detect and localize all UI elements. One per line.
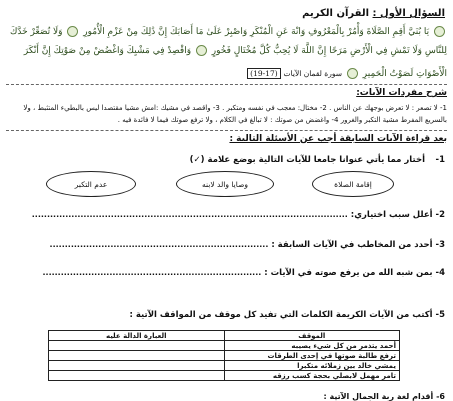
position-cell: ترفع طالبة صوتها في إحدى الطرقات (224, 351, 400, 361)
verse-text-1: يَا بُنَيَّ أَقِمِ الصَّلَاةَ وَأْمُرْ بِالْمَعْرُوفِ وَانْهَ عَنِ الْمُنْكَرِ وَاصْبِرْ عَلَىٰ مَا أَصَابَكَ إِنَّ ذَٰلِكَ مِنْ عَزْمِ الْأُمُورِ (83, 27, 430, 37)
subject-title: القرآن الكريم (302, 8, 370, 19)
vocab-line-2: بالسريع المفرط مشية التكبر والغرور 4- واغضض من صوتك : لا تبالغ في الكلام ، ولا ترفع صوتك فيما لا فائدة فيه . (117, 116, 447, 124)
ayah-ornament-icon (434, 26, 445, 37)
verse-text-2: لِلنَّاسِ وَلَا تَمْشِ فِي الْأَرْضِ مَرَحًا إِنَّ اللَّهَ لَا يُحِبُّ كُلَّ مُخْتَالٍ فَخُورٍ (211, 46, 447, 56)
col-header-phrase: العبارة الدالة عليه (49, 331, 225, 341)
option-label: عدم التكبر (74, 179, 108, 189)
option-bubble[interactable] (312, 171, 394, 197)
q6-number: 6- (436, 392, 445, 401)
option-bubble[interactable] (46, 171, 136, 197)
verse-text-2-end: وَاقْصِدْ فِي مَشْيِكَ وَاغْضُضْ مِنْ صَوْتِكَ إِنَّ أَنْكَرَ (23, 46, 192, 56)
answer-cell[interactable] (49, 361, 225, 371)
answer-cell[interactable] (49, 351, 225, 361)
q3-number: 3- (435, 240, 445, 250)
verse-reference: سورة لقمان الآيات (283, 69, 343, 78)
verse-line-1 (10, 26, 447, 37)
option-bubble[interactable] (176, 171, 274, 197)
table-row (49, 371, 400, 381)
position-cell: أحمد يتذمر من كل شيء يصيبه (224, 341, 400, 351)
q4-text: بمن شبه الله من يرفع صوته في الآيات : (264, 268, 433, 278)
q1 (190, 155, 425, 165)
position-cell: تامر مهمل لابصلي بحجة كسب رزقه (224, 371, 400, 381)
answer-line[interactable]: ........................................................................ (42, 268, 262, 277)
table-row (49, 341, 400, 351)
q4 (42, 268, 445, 278)
q2-text: أعلل سبب اختياري: (350, 210, 433, 220)
question-header (302, 8, 445, 19)
verse-range: (17-19) (247, 68, 281, 79)
vocab-line-1: 1- لا تصعر : لا تعرض بوجهك عن الناس . 2- مختال: معجب في نفسه ومتكبر . 3- واقصد في مشيك :امش مشيا مقتصدا ليس بالبطيء المتثبط ، ولا (23, 104, 447, 112)
table-row (49, 361, 400, 371)
vocab-title: شرح مفردات الآيات: (356, 88, 447, 98)
q1-checkmark: (✓) (189, 155, 205, 165)
answer-cell[interactable] (49, 341, 225, 351)
ayah-ornament-icon (196, 45, 207, 56)
option-label: وصايا والد لابنه (202, 179, 248, 189)
q1-text: أختار مما يأتي عنوانا جامعا للآيات التالية بوضع علامة (207, 155, 425, 165)
answer-line[interactable]: ........................................................................ (49, 240, 269, 249)
verse-line-3 (247, 68, 447, 79)
divider (6, 84, 447, 85)
table-row (49, 351, 400, 361)
read-instruction: بعد قراءة الآيات السابقة أجب عن الأسئلة التالية : (229, 134, 447, 144)
q5-text: أكتب من الآيات الكريمة الكلمات التي تفيد كل موقف من المواقف الآتية : (129, 310, 433, 320)
positions-table (48, 330, 400, 381)
answer-line[interactable]: ........................................................................................................ (31, 210, 348, 219)
ayah-ornament-icon (67, 26, 78, 37)
divider (6, 130, 447, 131)
q2 (32, 210, 445, 220)
verse-text-3: الْأَصْوَاتِ لَصَوْتُ الْحَمِيرِ (362, 69, 447, 79)
ayah-ornament-icon (347, 68, 358, 79)
q2-number: 2- (435, 210, 445, 220)
position-cell: يمشي خالد بين زملائه متكبرا (224, 361, 400, 371)
q4-number: 4- (435, 268, 445, 278)
q3 (50, 240, 445, 250)
verse-text-1-end: وَلَا تُصَعِّرْ خَدَّكَ (9, 27, 63, 37)
verse-line-2 (24, 45, 447, 56)
question-title: السؤال الأول : (372, 8, 445, 19)
option-label: إقامة الصلاة (334, 179, 372, 189)
q1-number: 1- (435, 155, 445, 165)
q6-text: أقدام لغة ربة الجمال الآتية : (323, 392, 434, 401)
q5-number: 5- (435, 310, 445, 320)
q5 (130, 310, 445, 320)
answer-cell[interactable] (49, 371, 225, 381)
q3-text: أحدد من المخاطب في الآيات السابقة : (271, 240, 433, 250)
col-header-position: الموقف (224, 331, 400, 341)
